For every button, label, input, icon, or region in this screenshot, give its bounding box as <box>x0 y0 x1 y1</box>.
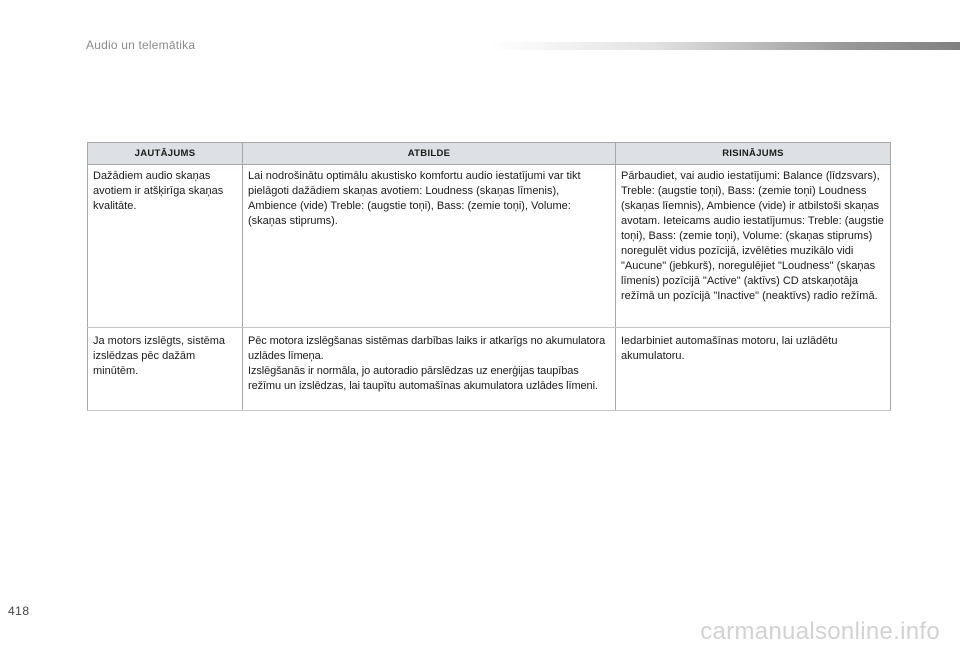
header-gradient-bar <box>490 42 960 50</box>
section-title: Audio un telemātika <box>86 38 196 52</box>
watermark: carmanualsonline.info <box>700 618 940 645</box>
column-header-question: JAUTĀJUMS <box>88 143 243 165</box>
answer-cell: Lai nodrošinātu optimālu akustisko komfortu audio iestatījumi var tikt pielāgoti dažādiem skaņas avotiem: Loudness (skaņas līmenis), Ambience (vide) Treble: (augstie toņi), Bass: (zemie toņi), Volume: (skaņas stiprums). <box>243 165 616 328</box>
answer-cell <box>243 328 616 411</box>
column-header-solution: RISINĀJUMS <box>616 143 891 165</box>
page-number: 418 <box>8 604 30 618</box>
answer-text-line: Izslēgšanās ir normāla, jo autoradio pārslēdzas uz enerģijas taupības režīmu un izslēdzas, lai taupītu automašīnas akumulatora uzlādes līmeni. <box>248 365 598 392</box>
question-cell: Dažādiem audio skaņas avotiem ir atšķirīga skaņas kvalitāte. <box>88 165 243 328</box>
table-header-row <box>88 143 891 165</box>
table-row <box>88 165 891 328</box>
column-header-answer: ATBILDE <box>243 143 616 165</box>
question-cell: Ja motors izslēgts, sistēma izslēdzas pēc dažām minūtēm. <box>88 328 243 411</box>
solution-cell: Pārbaudiet, vai audio iestatījumi: Balance (līdzsvars), Treble: (augstie toņi), Bass: (zemie toņi) Loudness (skaņas līemnis), Ambience (vide) ir atbilstoši skaņas avotam. Ieteicams audio iestatījumus: Treble: (augstie toņi), Bass: (zemie toņi), Volume: (skaņas stiprums) noregulēt vidus pozīcijā, izvēlēties muzikālo vidi "Aucune" (jebkurš), noregulējiet "Loudness" (skaņas līmenis) pozīcijā "Active" (aktīvs) CD atskaņotāja režīmā un pozīcijā "Inactive" (neaktīvs) radio režīmā. <box>616 165 891 328</box>
troubleshooting-table <box>87 142 891 411</box>
answer-text-line: Pēc motora izslēgšanas sistēmas darbības laiks ir atkarīgs no akumulatora uzlādes līmeņa. <box>248 335 606 362</box>
solution-cell: Iedarbiniet automašīnas motoru, lai uzlādētu akumulatoru. <box>616 328 891 411</box>
table-row <box>88 328 891 411</box>
